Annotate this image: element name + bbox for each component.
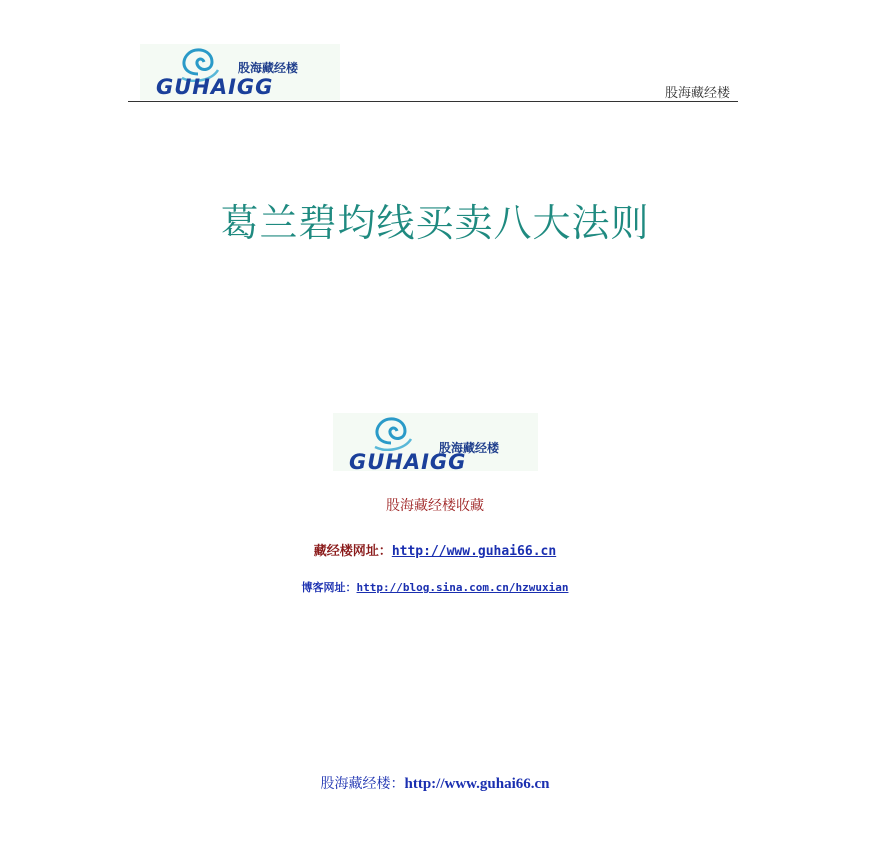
site-url-link[interactable]: http://www.guhai66.cn	[391, 544, 557, 559]
logo-chinese-text: 股海藏经楼	[439, 441, 500, 455]
footer-label: 股海藏经楼：	[320, 776, 405, 792]
swirl-logo-icon	[369, 413, 415, 451]
footer-line	[0, 773, 870, 793]
header-site-name: 股海藏经楼	[664, 86, 730, 101]
logo-english-text: GUHAIGG	[349, 450, 467, 474]
blog-url-line	[0, 579, 870, 595]
header-logo	[140, 44, 340, 100]
collection-note: 股海藏经楼收藏	[386, 498, 484, 514]
footer-url-link[interactable]: http://www.guhai66.cn	[404, 776, 550, 792]
document-title: 葛兰碧均线买卖八大法则	[220, 201, 650, 245]
site-url-line	[0, 540, 870, 559]
header-divider	[128, 101, 738, 102]
logo-chinese-text: 股海藏经楼	[238, 61, 299, 75]
site-url-label: 藏经楼网址：	[313, 544, 392, 559]
blog-url-label: 博客网址：	[301, 581, 357, 594]
logo-english-text: GUHAIGG	[156, 75, 274, 99]
blog-url-link[interactable]: http://blog.sina.com.cn/hzwuxian	[356, 581, 569, 594]
center-logo	[333, 413, 538, 474]
